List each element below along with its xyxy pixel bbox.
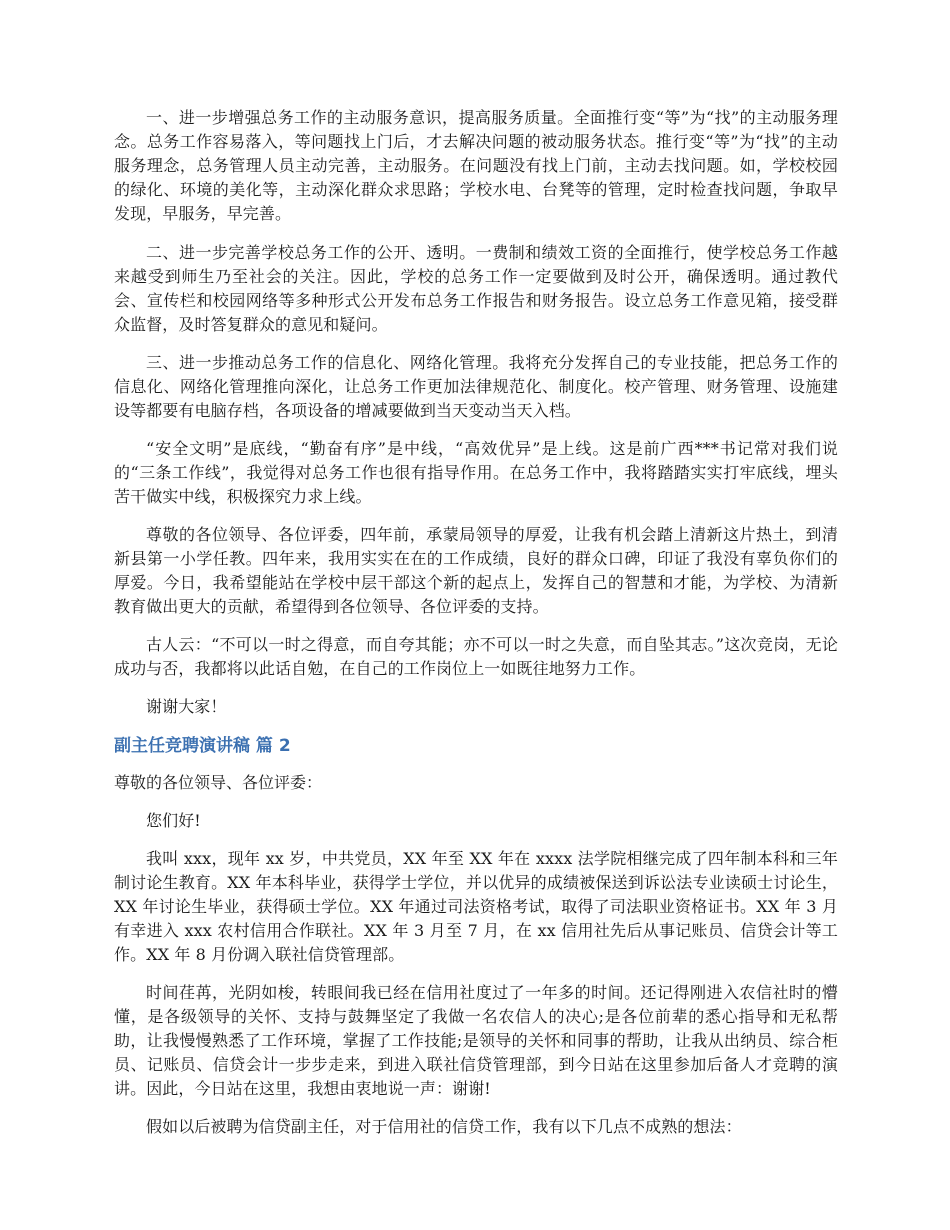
paragraph-ideas-intro: 假如以后被聘为信贷副主任，对于信用社的信贷工作，我有以下几点不成熟的想法：	[146, 1117, 742, 1136]
paragraph-self-introduction: 我叫 xxx，现年 xx 岁，中共党员，XX 年至 XX 年在 xxxx 法学院相继完成了四年制本科和三年制讨论生教育。XX 年本科毕业，获得学士学位，并以优异的成绩被保送到诉讼法专业读硕士讨论生，XX 年讨论生毕业，获得硕士学位。XX 年通过司法资格考试，取得了司法职业资格证书。XX 年 3 月有幸进入 xxx 农村信用合作联社。XX 年 3 月至 7 月，在 xx 信用社先后从事记账员、信贷会计等工作。XX 年 8 月份调入联社信贷管理部。	[114, 849, 838, 964]
paragraph-informatization: 三、进一步推动总务工作的信息化、网络化管理。我将充分发挥自己的专业技能，把总务工作的信息化、网络化管理推向深化，让总务工作更加法律规范化、制度化。校产管理、财务管理、设施建设等都要有电脑存档，各项设备的增减要做到当天变动当天入档。	[114, 353, 838, 420]
paragraph-transparency: 二、进一步完善学校总务工作的公开、透明。一费制和绩效工资的全面推行，使学校总务工作越来越受到师生乃至社会的关注。因此，学校的总务工作一定要做到及时公开，确保透明。通过教代会、宣传栏和校园网络等多种形式公开发布总务工作报告和财务报告。设立总务工作意见箱，接受群众监督，及时答复群众的意见和疑问。	[114, 243, 838, 334]
paragraph-three-work-lines: “安全文明”是底线，“勤奋有序”是中线，“高效优异”是上线。这是前广西***书记常对我们说的“三条工作线”，我觉得对总务工作也很有指导作用。在总务工作中，我将踏踏实实打牢底线，埋头苦干做实中线，积极探究力求上线。	[114, 439, 838, 506]
paragraph-ancient-quote: 古人云：“不可以一时之得意，而自夸其能；亦不可以一时之失意，而自坠其志。”这次竞岗，无论成功与否，我都将以此话自勉，在自己的工作岗位上一如既往地努力工作。	[114, 635, 838, 678]
paragraph-respect-leaders: 尊敬的各位领导、各位评委，四年前，承蒙局领导的厚爱，让我有机会踏上清新这片热土，到清新县第一小学任教。四年来，我用实实在在的工作成绩，良好的群众口碑，印证了我没有辜负你们的厚爱。今日，我希望能站在学校中层干部这个新的起点上，发挥自己的智慧和才能，为学校、为清新教育做出更大的贡献，希望得到各位领导、各位评委的支持。	[114, 525, 838, 616]
document-page	[114, 106, 838, 1153]
paragraph-service-awareness: 一、进一步增强总务工作的主动服务意识，提高服务质量。全面推行变“等”为“找”的主动服务理念。总务工作容易落入，等问题找上门后，才去解决问题的被动服务状态。推行变“等”为“找”的主动服务理念，总务管理人员主动完善，主动服务。在问题没有找上门前，主动去找问题。如，学校校园的绿化、环境的美化等，主动深化群众求思路；学校水电、台凳等的管理，定时检查找问题，争取早发现，早服务，早完善。	[114, 108, 838, 223]
paragraph-gratitude: 时间荏苒，光阴如梭，转眼间我已经在信用社度过了一年多的时间。还记得刚进入农信社时的懵懂，是各级领导的关怀、支持与鼓舞坚定了我做一名农信人的决心;是各位前辈的悉心指导和无私帮助，让我慢慢熟悉了工作环境，掌握了工作技能;是领导的关怀和同事的帮助，让我从出纳员、综合柜员、记账员、信贷会计一步步走来，到进入联社信贷管理部，到今日站在这里参加后备人才竞聘的演讲。因此，今日站在这里，我想由衷地说一声：谢谢!	[114, 983, 838, 1098]
paragraph-thanks: 谢谢大家！	[146, 697, 227, 716]
salutation: 尊敬的各位领导、各位评委：	[114, 773, 323, 792]
section-heading: 副主任竞聘演讲稿 篇 2	[114, 736, 291, 756]
paragraph-greeting: 您们好!	[146, 811, 201, 830]
